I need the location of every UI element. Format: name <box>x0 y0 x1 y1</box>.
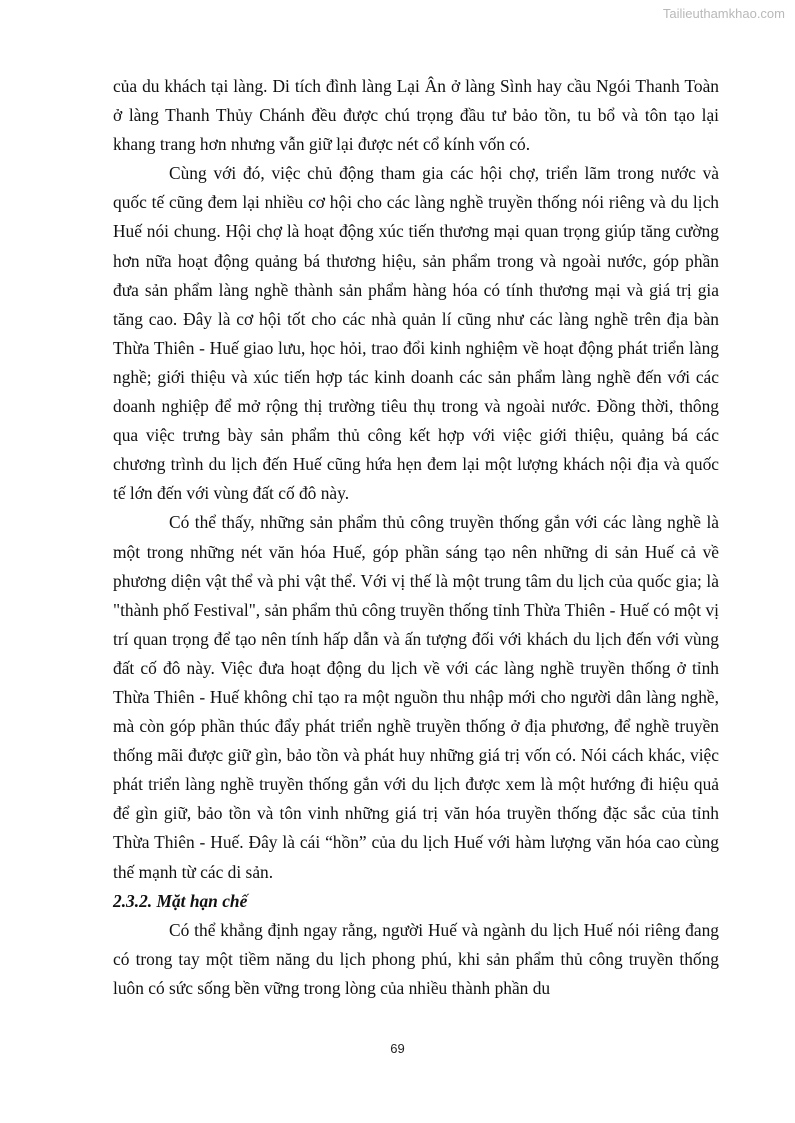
paragraph-2: Cùng với đó, việc chủ động tham gia các hội chợ, triển lãm trong nước và quốc tế cũng đem lại nhiều cơ hội cho các làng nghề truyền thống nói riêng và du lịch Huế nói chung. Hội chợ là hoạt động xúc tiến thương mại quan trọng giúp tăng cường hơn nữa hoạt động quảng bá thương hiệu, sản phẩm trong và ngoài nước, góp phần đưa sản phẩm làng nghề thành sản phẩm hàng hóa có tính thương mại và giá trị gia tăng cao. Đây là cơ hội tốt cho các nhà quản lí cũng như các làng nghề trên địa bàn Thừa Thiên - Huế giao lưu, học hỏi, trao đổi kinh nghiệm về hoạt động phát triển làng nghề; giới thiệu và xúc tiến hợp tác kinh doanh các sản phẩm làng nghề đến với các doanh nghiệp để mở rộng thị trường tiêu thụ trong và ngoài nước. Đồng thời, thông qua việc trưng bày sản phẩm thủ công kết hợp với việc giới thiệu, quảng bá các chương trình du lịch đến Huế cũng hứa hẹn đem lại một lượng khách nội địa và quốc tế lớn đến với vùng đất cố đô này. <box>113 163 719 504</box>
page-number: 69 <box>390 1041 405 1056</box>
paragraph-1: của du khách tại làng. Di tích đình làng Lại Ân ở làng Sình hay cầu Ngói Thanh Toàn ở làng Thanh Thủy Chánh đều được chú trọng đầu tư bảo tồn, tu bổ và tôn tạo lại khang trang hơn nhưng vẫn giữ lại được nét cổ kính vốn có. <box>113 76 719 155</box>
document-body <box>113 72 719 1003</box>
paragraph-4: Có thể khẳng định ngay rằng, người Huế và ngành du lịch Huế nói riêng đang có trong tay một tiềm năng du lịch phong phú, khi sản phẩm thủ công truyền thống luôn có sức sống bền vững trong lòng của nhiều thành phần du <box>113 919 719 998</box>
paragraph-3: Có thể thấy, những sản phẩm thủ công truyền thống gắn với các làng nghề là một trong những nét văn hóa Huế, góp phần sáng tạo nên những di sản Huế cả về phương diện vật thể và phi vật thể. Với vị thế là một trung tâm du lịch của quốc gia; là "thành phố Festival", sản phẩm thủ công truyền thống tỉnh Thừa Thiên - Huế có một vị trí quan trọng để tạo nên tính hấp dẫn và ấn tượng đối với khách du lịch đến với vùng đất cố đô này. Việc đưa hoạt động du lịch về với các làng nghề truyền thống ở tỉnh Thừa Thiên - Huế không chỉ tạo ra một nguồn thu nhập mới cho người dân làng nghề, mà còn góp phần thúc đẩy phát triển nghề truyền thống ở địa phương, để nghề truyền thống mãi được giữ gìn, bảo tồn và phát huy những giá trị vốn có. Nói cách khác, việc phát triển làng nghề truyền thống gắn với du lịch được xem là một hướng đi hiệu quả để gìn giữ, bảo tồn và tôn vinh những giá trị văn hóa truyền thống đặc sắc của tỉnh Thừa Thiên - Huế. Đây là cái “hồn” của du lịch Huế với hàm lượng văn hóa cao cùng thế mạnh từ các di sản. <box>113 512 719 882</box>
watermark: Tailieuthamkhao.com <box>662 6 785 21</box>
section-heading: 2.3.2. Mặt hạn chế <box>113 890 248 911</box>
